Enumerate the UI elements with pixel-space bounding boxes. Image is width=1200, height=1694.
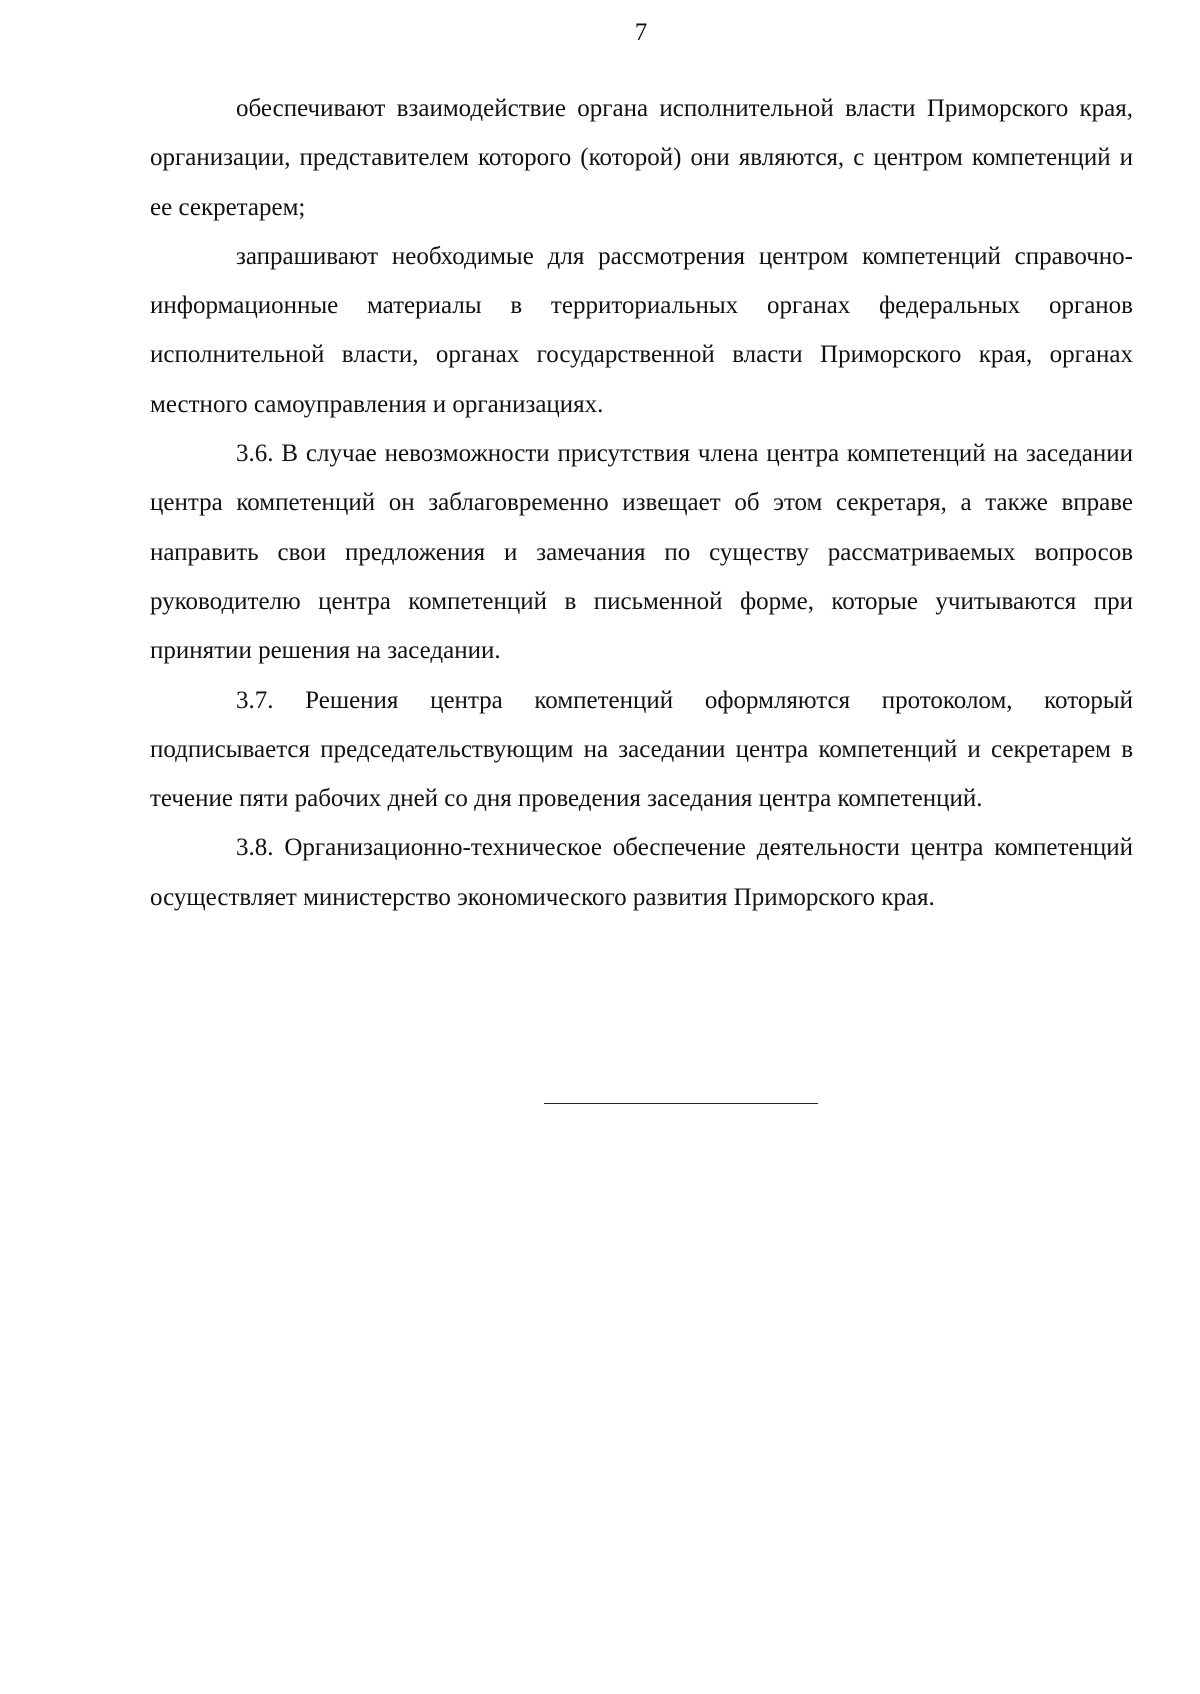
paragraph-interaction-duties: обеспечивают взаимодействие органа исполнительной власти Приморского края, организации, представителем которого (которой) они являются, с центром компетенций и ее секретарем; xyxy=(150,95,1133,221)
paragraph-request-materials: запрашивают необходимые для рассмотрения центром компетенций справочно-информационные материалы в территориальных органах федеральных органов исполнительной власти, органах государственной власти Приморского края, органах местного самоуправления и организациях. xyxy=(150,242,1133,418)
paragraph-3-8-support: 3.8. Организационно-техническое обеспечение деятельности центра компетенций осуществляет министерство экономического развития Приморского края. xyxy=(150,834,1133,911)
document-body xyxy=(150,84,1133,922)
end-of-document-rule xyxy=(544,1103,818,1104)
paragraph-3-6-absence: 3.6. В случае невозможности присутствия члена центра компетенций на заседании центра компетенций он заблаговременно извещает об этом секретаря, а также вправе направить свои предложения и замечания по существу рассматриваемых вопросов руководителю центра компетенций в письменной форме, которые учитываются при принятии решения на заседании. xyxy=(150,440,1133,665)
page-number: 7 xyxy=(634,19,648,46)
paragraph-3-7-protocol: 3.7. Решения центра компетенций оформляются протоколом, который подписывается председательствующим на заседании центра компетенций и секретарем в течение пяти рабочих дней со дня проведения заседания центра компетенций. xyxy=(150,686,1133,813)
